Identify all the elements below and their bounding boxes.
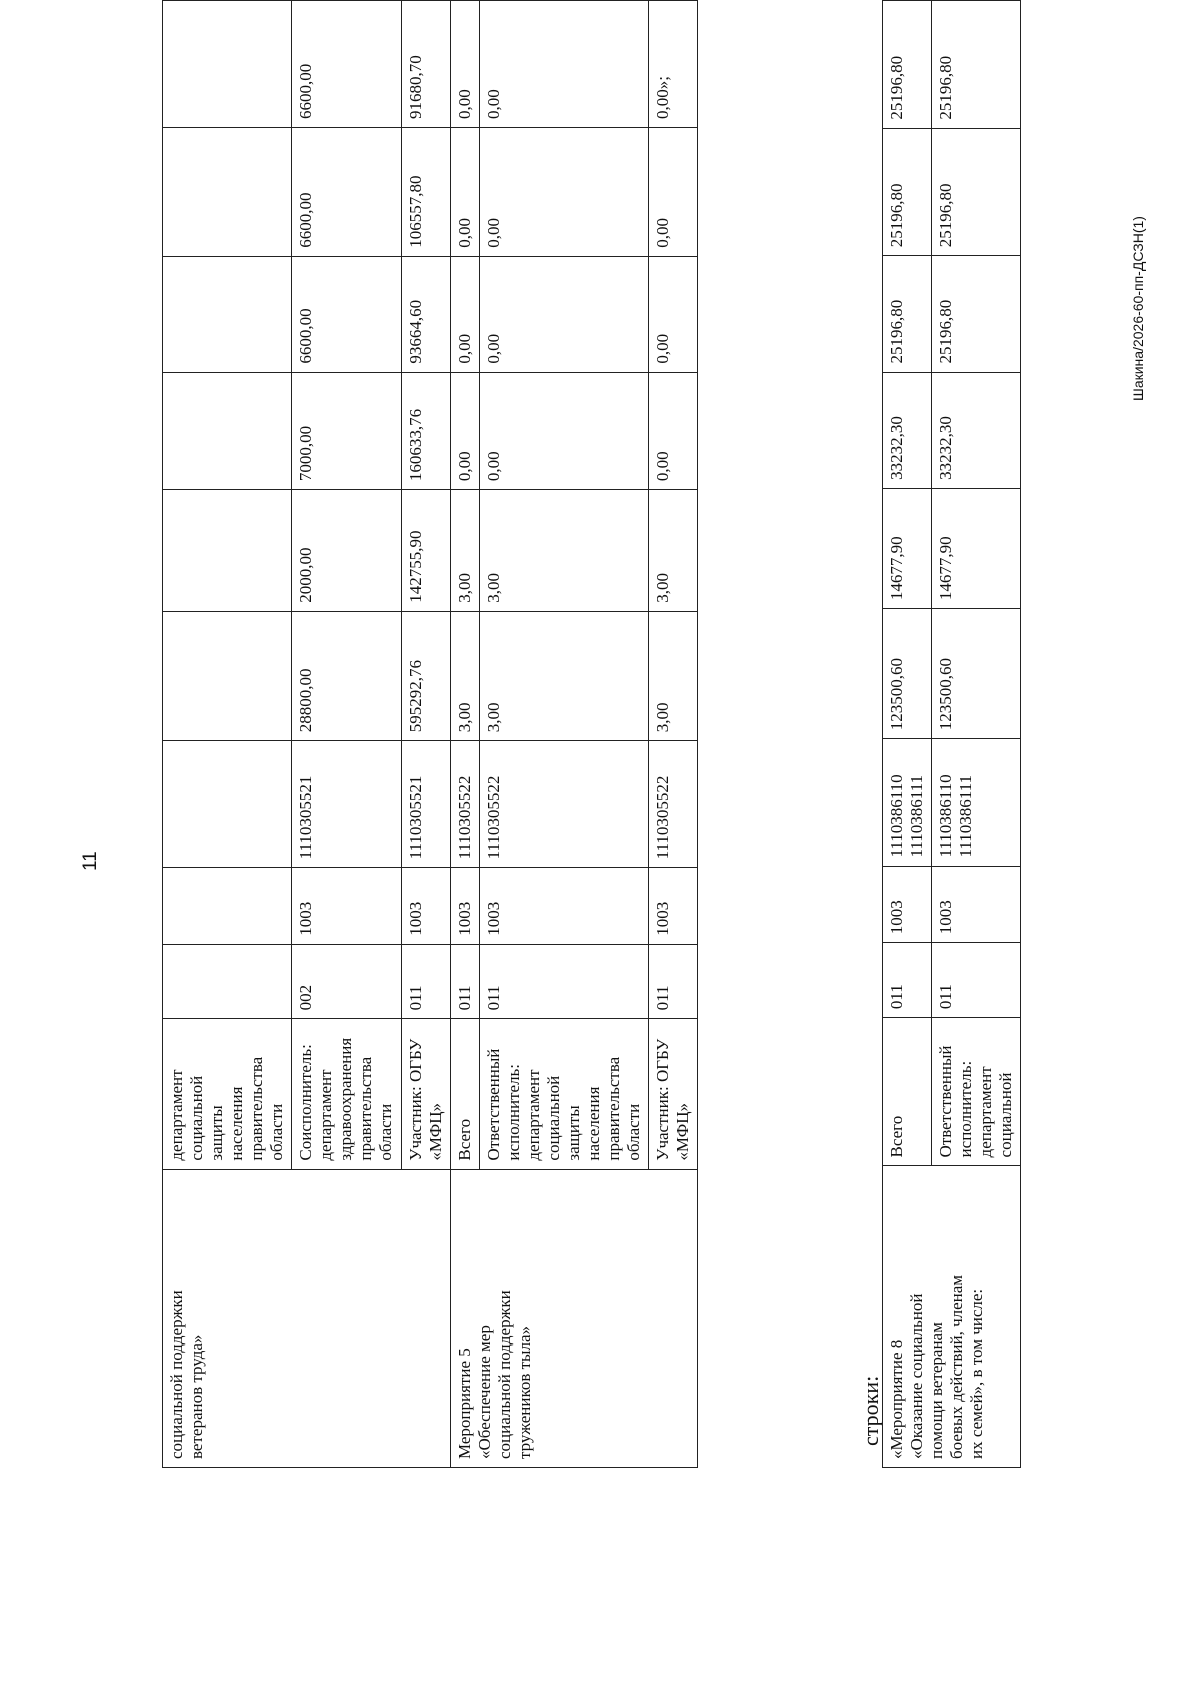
table-cell [163,868,292,944]
table-cell [163,944,292,1019]
table-cell [163,1,292,128]
table-cell: 0,00 [479,128,648,257]
table-cell: 25196,80 [883,256,932,372]
table-cell: 160633,76 [401,372,450,490]
table-cell: 0,00 [479,256,648,372]
table-row [450,1,479,1468]
table-cell: Мероприятие 5 «Обеспечение мер социальной поддержки тружеников тыла» [450,1169,698,1467]
table-cell: 011 [479,944,648,1019]
table-cell: 0,00»; [649,1,698,128]
table-cell: 6600,00 [292,1,401,128]
table-cell: 142755,90 [401,490,450,612]
table-cell: 3,00 [479,490,648,612]
table-row [163,1,292,1468]
table-cell [163,128,292,257]
table-cell: 1110386110 1110386111 [883,739,932,866]
budget-table [162,0,698,1468]
table-cell: 6600,00 [292,128,401,257]
table-cell: социальной поддержки ветеранов труда» [163,1169,451,1467]
table-cell: 33232,30 [932,372,1021,488]
table-cell: 1110305522 [450,741,479,868]
table-cell: Всего [883,1018,932,1166]
table-cell: 3,00 [479,611,648,741]
table-cell: 25196,80 [883,128,932,256]
table-cell: 1110386110 1110386111 [932,739,1021,866]
table-cell [163,490,292,612]
table-cell: 011 [932,943,1021,1018]
table-cell: 33232,30 [883,372,932,488]
table-cell: 14677,90 [932,488,1021,608]
table-cell: 011 [450,944,479,1019]
replacement-rows-table [882,0,1021,1468]
table-cell: Соисполнитель: департамент здравоохранения правительства области [292,1019,401,1169]
table-cell: 25196,80 [932,256,1021,372]
table-cell [163,611,292,741]
table-cell: 1110305522 [479,741,648,868]
table-cell: 93664,60 [401,256,450,372]
table-cell: 14677,90 [883,488,932,608]
table-cell: 3,00 [649,611,698,741]
table-cell: департамент социальной защиты населения правительства области [163,1019,292,1169]
table-cell: 1003 [292,868,401,944]
rows-caption: строки: [858,1375,883,1446]
table-cell: 3,00 [450,490,479,612]
table-cell: 011 [649,944,698,1019]
table-cell: 106557,80 [401,128,450,257]
table-cell: 0,00 [450,372,479,490]
table-cell: 25196,80 [932,128,1021,256]
table-cell: 0,00 [649,128,698,257]
table-cell: 1110305521 [292,741,401,868]
table-cell: 25196,80 [932,1,1021,129]
table-cell: 011 [883,943,932,1018]
table-cell: 0,00 [479,372,648,490]
table-cell: 25196,80 [883,1,932,129]
table-cell: «Мероприятие 8 «Оказание социальной помощи ветеранам боевых действий, членам их семей», в том числе: [883,1166,1021,1468]
table-cell: 7000,00 [292,372,401,490]
table-cell: 123500,60 [932,609,1021,739]
table-cell: Участник: ОГБУ «МФЦ» [401,1019,450,1169]
table-cell: 0,00 [450,1,479,128]
table-cell: 011 [401,944,450,1019]
table-cell: 1003 [479,868,648,944]
table-cell: 0,00 [649,256,698,372]
table-cell: 0,00 [479,1,648,128]
table-cell: Всего [450,1019,479,1169]
table-cell: Ответственный исполнитель: департамент социальной [932,1018,1021,1166]
table-cell: 1003 [932,866,1021,943]
table-cell: 1110305521 [401,741,450,868]
table-cell: 0,00 [450,128,479,257]
table-cell [163,372,292,490]
document-footer: Шакина/2026-60-пп-ДСЗН(1) [1130,216,1146,401]
table-cell: 91680,70 [401,1,450,128]
table-cell: 595292,76 [401,611,450,741]
table-cell: 6600,00 [292,256,401,372]
table-cell: 123500,60 [883,609,932,739]
table-cell: 1003 [401,868,450,944]
table-cell: 3,00 [450,611,479,741]
table-cell: 2000,00 [292,490,401,612]
table-cell: 1003 [450,868,479,944]
table-cell [163,741,292,868]
table-row [883,1,932,1468]
table-cell: 28800,00 [292,611,401,741]
table-cell: 1003 [883,866,932,943]
table-cell: Ответственный исполнитель: департамент социальной защиты населения правительства области [479,1019,648,1169]
table-cell: 1110305522 [649,741,698,868]
table-cell: 3,00 [649,490,698,612]
table-cell: 002 [292,944,401,1019]
table-cell [163,256,292,372]
table-cell: 0,00 [450,256,479,372]
table-cell: 0,00 [649,372,698,490]
table-cell: Участник: ОГБУ «МФЦ» [649,1019,698,1169]
page-number: 11 [80,851,101,871]
table-cell: 1003 [649,868,698,944]
